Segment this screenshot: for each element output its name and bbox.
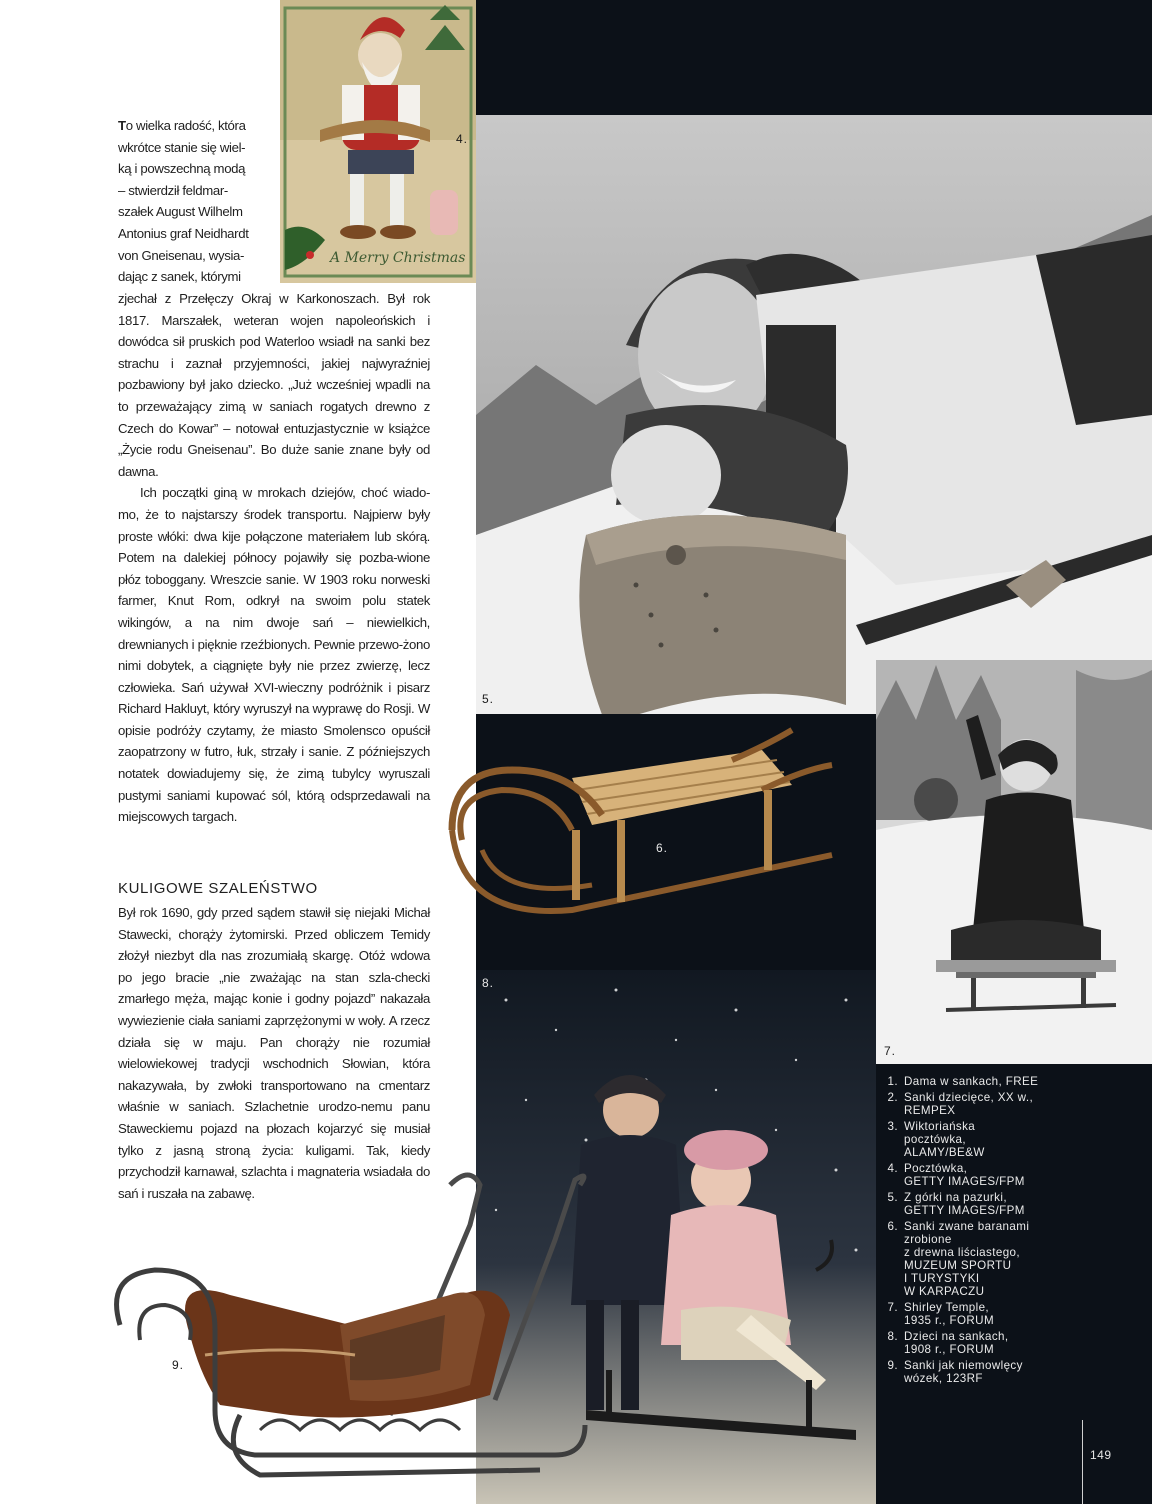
- drop-cap: T: [118, 118, 126, 133]
- caption-item: 8. Dzieci na sankach, 1908 r., FORUM: [887, 1330, 1009, 1356]
- caption-item: 9. Sanki jak niemowlęcy wózek, 123RF: [887, 1359, 1023, 1385]
- page-number: 149: [1090, 1448, 1112, 1462]
- shirley-temple-photo: [876, 660, 1152, 1064]
- postcard-greeting: A Merry Christmas: [330, 250, 466, 266]
- caption-item: 4. Pocztówka, GETTY IMAGES/FPM: [887, 1162, 1025, 1188]
- article-body-2: [118, 902, 430, 1204]
- article-body: [118, 288, 430, 828]
- photo-label-4: 4.: [456, 132, 469, 146]
- photo-captions: [884, 1075, 1064, 1388]
- woman-toboggan-photo: [476, 115, 1152, 714]
- caption-item: 5. Z górki na pazurki, GETTY IMAGES/FPM: [887, 1191, 1025, 1217]
- paragraph-3: Był rok 1690, gdy przed sądem stawił się niejaki Michał Stawecki, chorąży żytomirski. Przed obliczem Temidy złożył niezbyt dla nas zrozumiałą skargę. Otóż wdowa po jego bracie „nie zważając na stan szla-checki zmarłego męża, mając konie i godny pojazd” nakazała wywiezienie ciała saniami zaprzężonymi w woły. A rzecz działa się w maju. Pan chorąży nie rozumiał wielowiekowej tradycji wschodnich Słowian, która nakazywała, by zwłoki transportowano na cmentarz właśnie w saniach. Szlachetnie urodzo-nemu panu Staweckiemu pojazd na płozach kojarzyć się musiał tylko z jasną stroną życia: kuligami. Tak, kiedy przychodził karnawał, szlachta i magnateria wsiadała do sań i ruszała na zabawę.: [118, 905, 430, 1201]
- photo-label-8: 8.: [482, 976, 495, 990]
- paragraph-1-rest: zjechał z Przełęczy Okraj w Karkonoszach. Był rok 1817. Marszałek, weteran wojen napoleońskich i dowódca sił pruskich pod Waterloo wsiadł na sanki bez strachu i zaznał przyjemności, jakiej najwyraźniej pozbawiony był jako dziecko. „Już wcześniej wpadli na to przeważający zimą w saniach rogatych drewno z Czech do Kowar” – notował entuzjastycznie w książce „Życie rodu Gneisenau”. Bo duże sanie znane były od dawna.: [118, 291, 430, 479]
- intro-line-4: – stwierdził feldmar-: [118, 182, 228, 198]
- intro-line-5: szałek August Wilhelm: [118, 204, 243, 220]
- photo-label-9: 9.: [172, 1358, 185, 1372]
- intro-line-2: wkrótce stanie się wiel-: [118, 139, 246, 155]
- photo-label-7: 7.: [884, 1044, 897, 1058]
- intro-line-8: dając z sanek, którymi: [118, 269, 241, 285]
- intro-line-3: ką i powszechną modą: [118, 161, 246, 177]
- top-dark-band: [476, 0, 1152, 115]
- page-number-rule: [1082, 1420, 1083, 1504]
- article-intro-narrow: [118, 115, 278, 288]
- intro-line-1: To wielka radość, która: [118, 118, 246, 133]
- intro-line-7: von Gneisenau, wysia-: [118, 247, 245, 263]
- caption-item: 7. Shirley Temple, 1935 r., FORUM: [887, 1301, 994, 1327]
- caption-item: 1. Dama w sankach, FREE: [887, 1075, 1039, 1088]
- caption-item: 2. Sanki dziecięce, XX w., REMPEX: [887, 1091, 1034, 1117]
- photo-label-6: 6.: [656, 841, 669, 855]
- pram-sleigh-photo: [110, 1175, 590, 1490]
- section-heading: KULIGOWE SZALEŃSTWO: [118, 880, 318, 897]
- intro-line-6: Antonius graf Neidhardt: [118, 225, 249, 241]
- paragraph-2: Ich początki giną w mrokach dziejów, choć wiado-mo, że to najstarszy środek transportu. Najpierw były proste włóki: dwa kije połączone materiałem lub skórą. Potem na dalekiej północy pojawiły się pozba-wione płóz toboggany. Wreszcie sanie. W 1903 roku norweski farmer, Knut Rom, odkrył na swoim polu statek wikingów, a na nim dwoje sań – niewielkich, drewnianych i pięknie rzeźbionych. Pewnie przewo-żono nimi dobytek, a ciągnięte były nie przez zwierzę, lecz człowieka. Sań używał XVI-wieczny podróżnik i pisarz Richard Hakluyt, który wyruszył na wyprawę do Rosji. W opisie podróży czytamy, że miasto Smolensco opuścił zaopatrzony w futro, łuk, strzały i sanie. Z późniejszych notatek dowiadujemy się, że zimą tubylcy wyruszali pustymi saniami kupować sól, którą odsprzedawali na miejscowych targach.: [118, 485, 430, 825]
- santa-postcard-photo: [280, 0, 476, 283]
- caption-item: 3. Wiktoriańska pocztówka, ALAMY/BE&W: [887, 1120, 985, 1159]
- photo-label-5: 5.: [482, 692, 495, 706]
- wooden-sled-photo: [432, 720, 842, 932]
- caption-item: 6. Sanki zwane baranami zrobione z drewna liściastego, MUZEUM SPORTU I TURYSTYKI W KARPACZU: [887, 1220, 1030, 1298]
